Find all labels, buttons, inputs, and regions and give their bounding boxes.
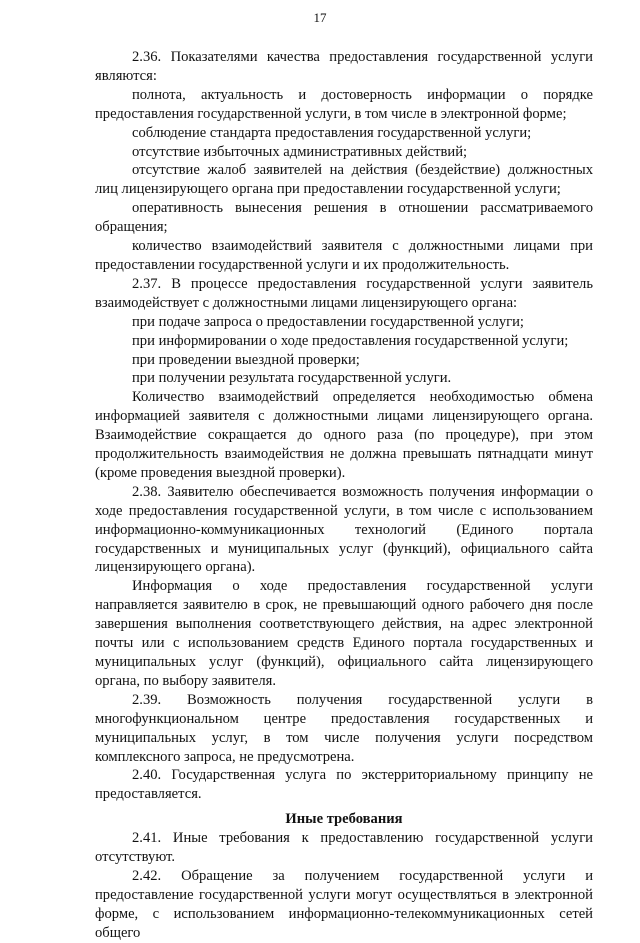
- interaction-count-paragraph: Количество взаимодействий определяется необходимостью обмена информацией заявителя с должностными лицами лицензирующего органа. Взаимодействие сокращается до одного раза (по процедуре), при этом продолжительность взаимодействия не должна превышать пятнадцати минут (кроме проведения выездной проверки).: [95, 389, 593, 481]
- interaction-on-result: при получении результата государственной услуги.: [132, 370, 452, 387]
- paragraph-2-39: 2.39. Возможность получения государственной услуги в многофункциональном центре предоставления государственных и муниципальных услуг, в том числе получения услуги посредством комплексного запроса, не предусмотрена.: [95, 691, 593, 765]
- quality-indicator-no-complaints: отсутствие жалоб заявителей на действия (бездействие) должностных лиц лицензирующего органа при предоставлении государственной услуги;: [95, 162, 593, 198]
- interaction-on-inspection: при проведении выездной проверки;: [132, 351, 360, 368]
- section-heading: Иные требования: [285, 811, 403, 828]
- paragraph-2-42: 2.42. Обращение за получением государственной услуги и предоставление государственной услуги могут осуществляться в электронной форме, с использованием информационно-телекоммуникационных сетей общего: [95, 867, 593, 941]
- document-body: [95, 48, 593, 943]
- paragraph-2-37: 2.37. В процессе предоставления государственной услуги заявитель взаимодействует с должностными лицами лицензирующего органа:: [95, 275, 593, 311]
- page-number: 17: [313, 10, 327, 25]
- paragraph-2-38: 2.38. Заявителю обеспечивается возможность получения информации о ходе предоставления государственной услуги, в том числе с использованием информационно-коммуникационных технологий (Единого портала государственных и муниципальных услуг (функций), официального сайта лицензирующего органа).: [95, 483, 593, 576]
- quality-indicator-no-excess-actions: отсутствие избыточных административных действий;: [132, 143, 468, 160]
- quality-indicator-promptness: оперативность вынесения решения в отношении рассматриваемого обращения;: [95, 200, 593, 236]
- quality-indicator-completeness: полнота, актуальность и достоверность информации о порядке предоставления государственной услуги, в том числе в электронной форме;: [95, 86, 593, 122]
- paragraph-2-40: 2.40. Государственная услуга по экстерриториальному принципу не предоставляется.: [95, 767, 593, 803]
- quality-indicator-interactions: количество взаимодействий заявителя с должностными лицами при предоставлении государственной услуги и их продолжительность.: [95, 238, 593, 273]
- interaction-on-informing: при информировании о ходе предоставления государственной услуги;: [132, 332, 569, 349]
- quality-indicator-standard: соблюдение стандарта предоставления государственной услуги;: [132, 124, 532, 141]
- paragraph-2-36: 2.36. Показателями качества предоставления государственной услуги являются:: [95, 49, 593, 84]
- interaction-on-request: при подаче запроса о предоставлении государственной услуги;: [132, 313, 524, 330]
- information-delivery-paragraph: Информация о ходе предоставления государственной услуги направляется заявителю в срок, не превышающий одного рабочего дня после завершения выполнения соответствующего действия, на адрес электронной почты или с использованием средств Единого портала государственных и муниципальных услуг (функций), официального сайта лицензирующего органа, по выбору заявителя.: [95, 578, 593, 689]
- paragraph-2-41: 2.41. Иные требования к предоставлению государственной услуги отсутствуют.: [95, 830, 593, 866]
